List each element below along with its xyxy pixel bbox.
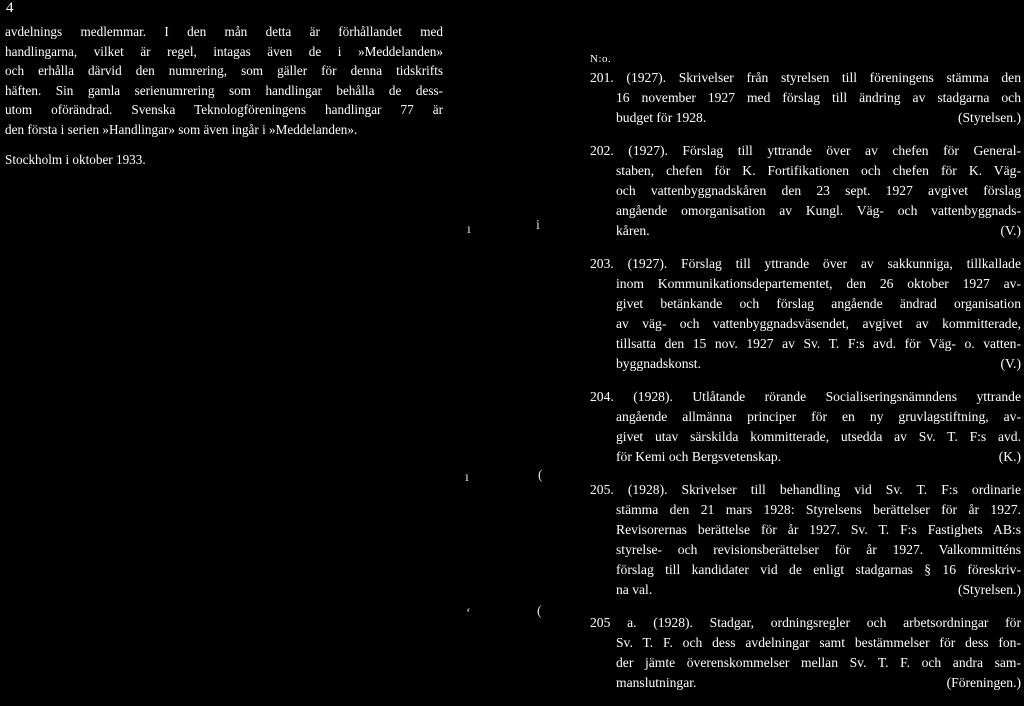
entry-text: na val. <box>616 582 653 597</box>
entry-line: 204. (1928). Utlåtande rörande Socialiseringsnämndens yttrande <box>590 389 1021 404</box>
entry-line: 203. (1927). Förslag till yttrande över av sakkunniga, tillkallade <box>590 256 1021 271</box>
entry-attribution: (Styrelsen.) <box>957 110 1021 125</box>
list-entry-203 <box>590 254 1021 374</box>
left-text-line: handlingarna, vilket är regel, intagas även de i »Meddelanden» <box>5 43 443 59</box>
entry-line: 205 a. (1928). Stadgar, ordningsregler och arbetsordningar för <box>590 615 1021 630</box>
entry-attribution: (Styrelsen.) <box>957 582 1021 597</box>
list-entry-201 <box>590 68 1021 128</box>
entry-line: givet utav särskilda kommitterade, utsedda av Sv. T. F:s avd. <box>616 429 1021 444</box>
entry-line <box>590 108 1021 128</box>
left-text-line: och erhålla därvid den numrering, som gäller för denna tidskrifts <box>5 63 443 78</box>
entry-line: 201. (1927). Skrivelser från styrelsen till föreningens stämma den <box>590 70 1021 85</box>
left-text-line: avdelnings medlemmar. I den mån detta är förhållandet med <box>5 24 443 39</box>
list-entry-204 <box>590 387 1021 467</box>
entry-line: Sv. T. F. och dess avdelningar samt bestämmelser för dess fon- <box>616 635 1021 650</box>
scan-mark: ʻ <box>466 606 471 621</box>
entry-line: Revisorernas berättelse för år 1927. Sv. T. F:s Fastighets AB:s <box>616 522 1021 537</box>
entry-line <box>590 580 1021 600</box>
entry-attribution: (K.) <box>998 449 1021 464</box>
entry-text: kåren. <box>616 223 650 238</box>
entry-line: 205. (1928). Skrivelser till behandling vid Sv. T. F:s ordinarie <box>590 482 1021 497</box>
publication-list <box>590 53 1021 706</box>
scan-mark: ı <box>467 222 471 237</box>
entry-text: för Kemi och Bergsvetenskap. <box>616 449 782 464</box>
entry-line <box>590 354 1021 374</box>
scan-mark: ı <box>465 470 469 485</box>
place-date: Stockholm i oktober 1933. <box>5 152 146 167</box>
entry-line: der jämte överenskommelser mellan Sv. T. F. och andra sam- <box>616 655 1021 670</box>
scan-mark: ( <box>538 468 543 483</box>
left-column <box>5 22 455 139</box>
entry-line: tillsatta den 15 nov. 1927 av Sv. T. F:s avd. för Väg- o. vatten- <box>616 336 1021 351</box>
entry-line: givet betänkande och förslag angående ändrad organisation <box>616 296 1021 311</box>
entry-line <box>590 447 1021 467</box>
entry-line: staben, chefen för K. Fortifikationen och chefen för K. Väg- <box>616 163 1021 178</box>
scan-mark: ( <box>537 604 542 619</box>
entry-line <box>590 221 1021 241</box>
entry-line: förslag till kandidater vid de enligt stadgarnas § 16 föreskriv- <box>616 562 1021 577</box>
page-number: 4 <box>6 0 14 16</box>
entry-text: byggnadskonst. <box>616 356 701 371</box>
entry-line: angående allmänna principer för en ny gruvlagstiftning, av- <box>616 409 1021 424</box>
entry-line: angående omorganisation av Kungl. Väg- och vattenbyggnads- <box>616 203 1021 218</box>
entry-line: av väg- och vattenbyggnadsväsendet, avgivet av kommitterade, <box>616 316 1021 331</box>
entry-text: budget för 1928. <box>616 110 707 125</box>
entry-line: inom Kommunikationsdepartementet, den 26 oktober 1927 av- <box>616 276 1021 291</box>
left-text-line: den första i serien »Handlingar» som även ingår i »Meddelanden». <box>5 121 358 137</box>
list-entry-205a <box>590 613 1021 693</box>
entry-attribution: (Föreningen.) <box>946 675 1021 690</box>
list-entry-202 <box>590 141 1021 241</box>
number-column-header: N:o. <box>590 53 612 65</box>
left-text-line: utom oförändrad. Svenska Teknologföreningens handlingar 77 är <box>5 102 443 117</box>
entry-text: manslutningar. <box>616 675 697 690</box>
entry-line: och vattenbyggnadskåren den 23 sept. 1927 avgivet förslag <box>616 183 1021 198</box>
entry-line: 202. (1927). Förslag till yttrande över av chefen för General- <box>590 143 1021 158</box>
entry-line <box>590 673 1021 693</box>
entry-line: stämma den 21 mars 1928: Styrelsens berättelser för år 1927. <box>616 502 1021 517</box>
list-entry-205 <box>590 480 1021 600</box>
entry-attribution: (V.) <box>1000 223 1021 238</box>
left-text-line: häften. Sin gamla serienumrering som handlingar behålla de dess- <box>5 82 443 98</box>
scan-mark: i <box>536 218 540 233</box>
entry-line: styrelse- och revisionsberättelser för år 1927. Valkommitténs <box>616 542 1021 557</box>
entry-attribution: (V.) <box>1000 356 1021 371</box>
entry-line: 16 november 1927 med förslag till ändring av stadgarna och <box>616 90 1021 105</box>
